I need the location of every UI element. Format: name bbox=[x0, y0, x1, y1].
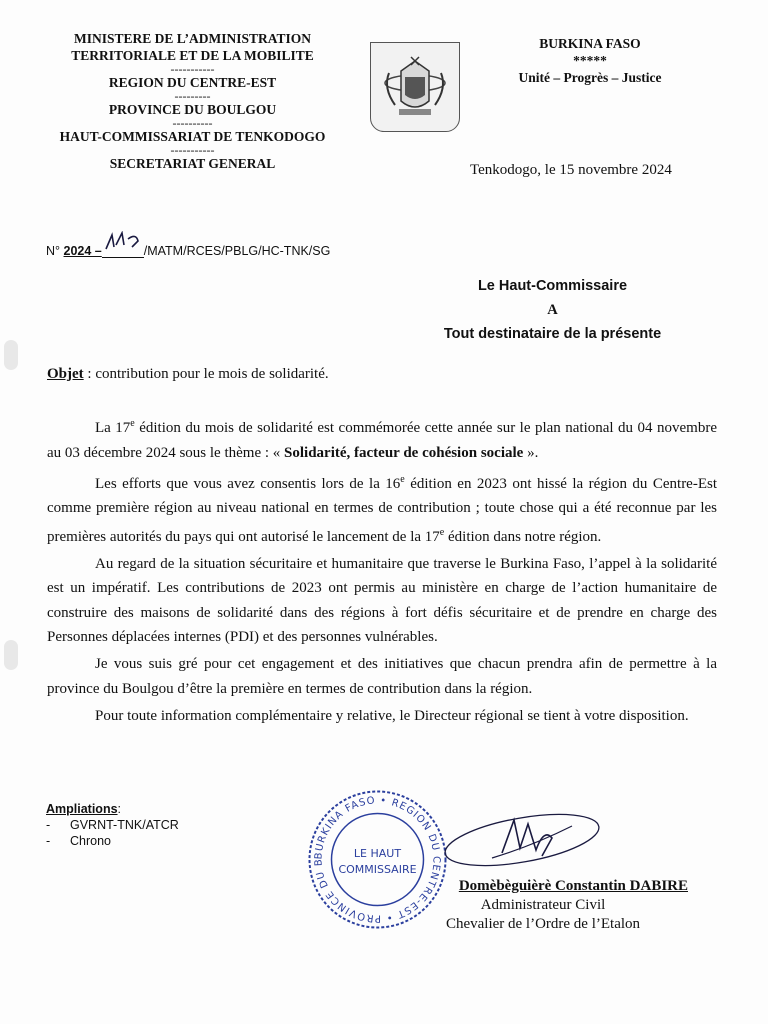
separator: --------- bbox=[174, 89, 211, 103]
ampliations-block bbox=[46, 801, 179, 849]
scan-edge-mark bbox=[4, 340, 18, 370]
colon: : bbox=[117, 802, 122, 816]
subject-text: : contribution pour le mois de solidarité. bbox=[83, 366, 329, 382]
sender-title: Le Haut-Commissaire bbox=[477, 278, 628, 294]
country-name: BURKINA FASO bbox=[539, 36, 641, 51]
text: ». bbox=[523, 444, 539, 461]
province-name: PROVINCE DU BOULGOU bbox=[108, 102, 277, 117]
national-motto: Unité – Progrès – Justice bbox=[518, 70, 662, 85]
coat-of-arms-icon bbox=[370, 42, 460, 132]
superscript: e bbox=[439, 526, 445, 538]
ministry-line-2: TERRITORIALE ET DE LA MOBILITE bbox=[71, 48, 314, 63]
stars: ***** bbox=[573, 53, 607, 68]
text: La 17 bbox=[95, 420, 131, 436]
recipient-title: Tout destinataire de la présente bbox=[443, 326, 662, 342]
bullet: - bbox=[46, 834, 51, 848]
letter-body bbox=[47, 412, 717, 731]
recipient-block bbox=[420, 274, 685, 346]
signatory-name: Domèbèguièrè Constantin DABIRE bbox=[458, 878, 688, 894]
signatory-title: Administrateur Civil bbox=[480, 897, 606, 913]
secretariat-name: SECRETARIAT GENERAL bbox=[109, 156, 276, 171]
text: édition en 2023 ont hissé la région du Centre-Est comme première région au niveau national en termes de contribution ; toute chose qui a été reconnue par les premières autorités du pays qui ont autorisé le lancement de la 17 bbox=[47, 475, 718, 545]
paragraph-4: Je vous suis gré pour cet engagement et des initiatives que chacun prendra afin de permettre à la province du Boulgou d’être la première en termes de contribution dans la région. bbox=[47, 656, 717, 697]
stamp-center-line-2: COMMISSAIRE bbox=[338, 863, 417, 876]
bullet: - bbox=[46, 818, 51, 832]
haut-commissariat-name: HAUT-COMMISSARIAT DE TENKODOGO bbox=[59, 129, 326, 144]
country-header bbox=[480, 35, 700, 86]
theme-text: Solidarité, facteur de cohésion sociale bbox=[284, 444, 524, 461]
handwritten-signature-icon bbox=[432, 798, 607, 878]
superscript: e bbox=[400, 473, 405, 485]
region-name: REGION DU CENTRE-EST bbox=[108, 75, 277, 90]
paragraph-1 bbox=[47, 412, 717, 465]
ampliations-label: Ampliations bbox=[46, 802, 118, 816]
text: Les efforts que vous avez consentis lors de la 16 bbox=[95, 475, 401, 492]
list-item bbox=[46, 833, 179, 849]
ref-year: 2024 – bbox=[63, 244, 102, 258]
superscript: e bbox=[130, 418, 135, 429]
stamp-center-line-1: LE HAUT bbox=[353, 847, 402, 860]
text: édition dans notre région. bbox=[444, 528, 602, 545]
list-item bbox=[46, 817, 179, 833]
reference-number bbox=[46, 243, 330, 258]
paragraph-5: Pour toute information complémentaire y relative, le Directeur régional se tient à votre disposition. bbox=[95, 707, 689, 724]
ministry-header bbox=[40, 30, 345, 172]
subject-label: Objet bbox=[47, 366, 84, 382]
handwritten-number-icon bbox=[102, 243, 144, 258]
separator: ----------- bbox=[170, 62, 215, 76]
stamp-ring-text: BURKINA FASO • REGION DU CENTRE-EST • PROVINCE DU B bbox=[313, 795, 442, 924]
ref-prefix: N° bbox=[46, 244, 61, 258]
ministry-line-1: MINISTERE DE L’ADMINISTRATION bbox=[73, 31, 312, 46]
paragraph-2 bbox=[47, 468, 717, 550]
recipient-a: A bbox=[547, 302, 558, 318]
signatory-block bbox=[398, 877, 688, 934]
paragraph-3: Au regard de la situation sécuritaire et humanitaire que traverse le Burkina Faso, l’appel à la solidarité est un impératif. Les contributions de 2023 ont permis au ministère en charge de l’action humanitaire de construire des maisons de solidarité dans des régions à fort défis sécuritaire et de prendre en charge des Personnes déplacées internes (PDI) et des personnes vulnérables. bbox=[47, 555, 717, 645]
ref-suffix: /MATM/RCES/PBLG/HC-TNK/SG bbox=[143, 244, 331, 258]
subject-line bbox=[47, 366, 329, 383]
text: édition du mois de solidarité est commémorée cette année sur le plan national du 04 novembre au 03 décembre 2024 sous le thème : « bbox=[47, 420, 717, 461]
signatory-honor: Chevalier de l’Ordre de l’Etalon bbox=[445, 916, 641, 932]
scan-edge-mark bbox=[4, 640, 18, 670]
list-item-text: Chrono bbox=[70, 834, 111, 848]
letter-date: Tenkodogo, le 15 novembre 2024 bbox=[470, 162, 672, 178]
list-item-text: GVRNT-TNK/ATCR bbox=[70, 818, 179, 832]
separator: ---------- bbox=[172, 116, 213, 130]
separator: ----------- bbox=[170, 143, 215, 157]
